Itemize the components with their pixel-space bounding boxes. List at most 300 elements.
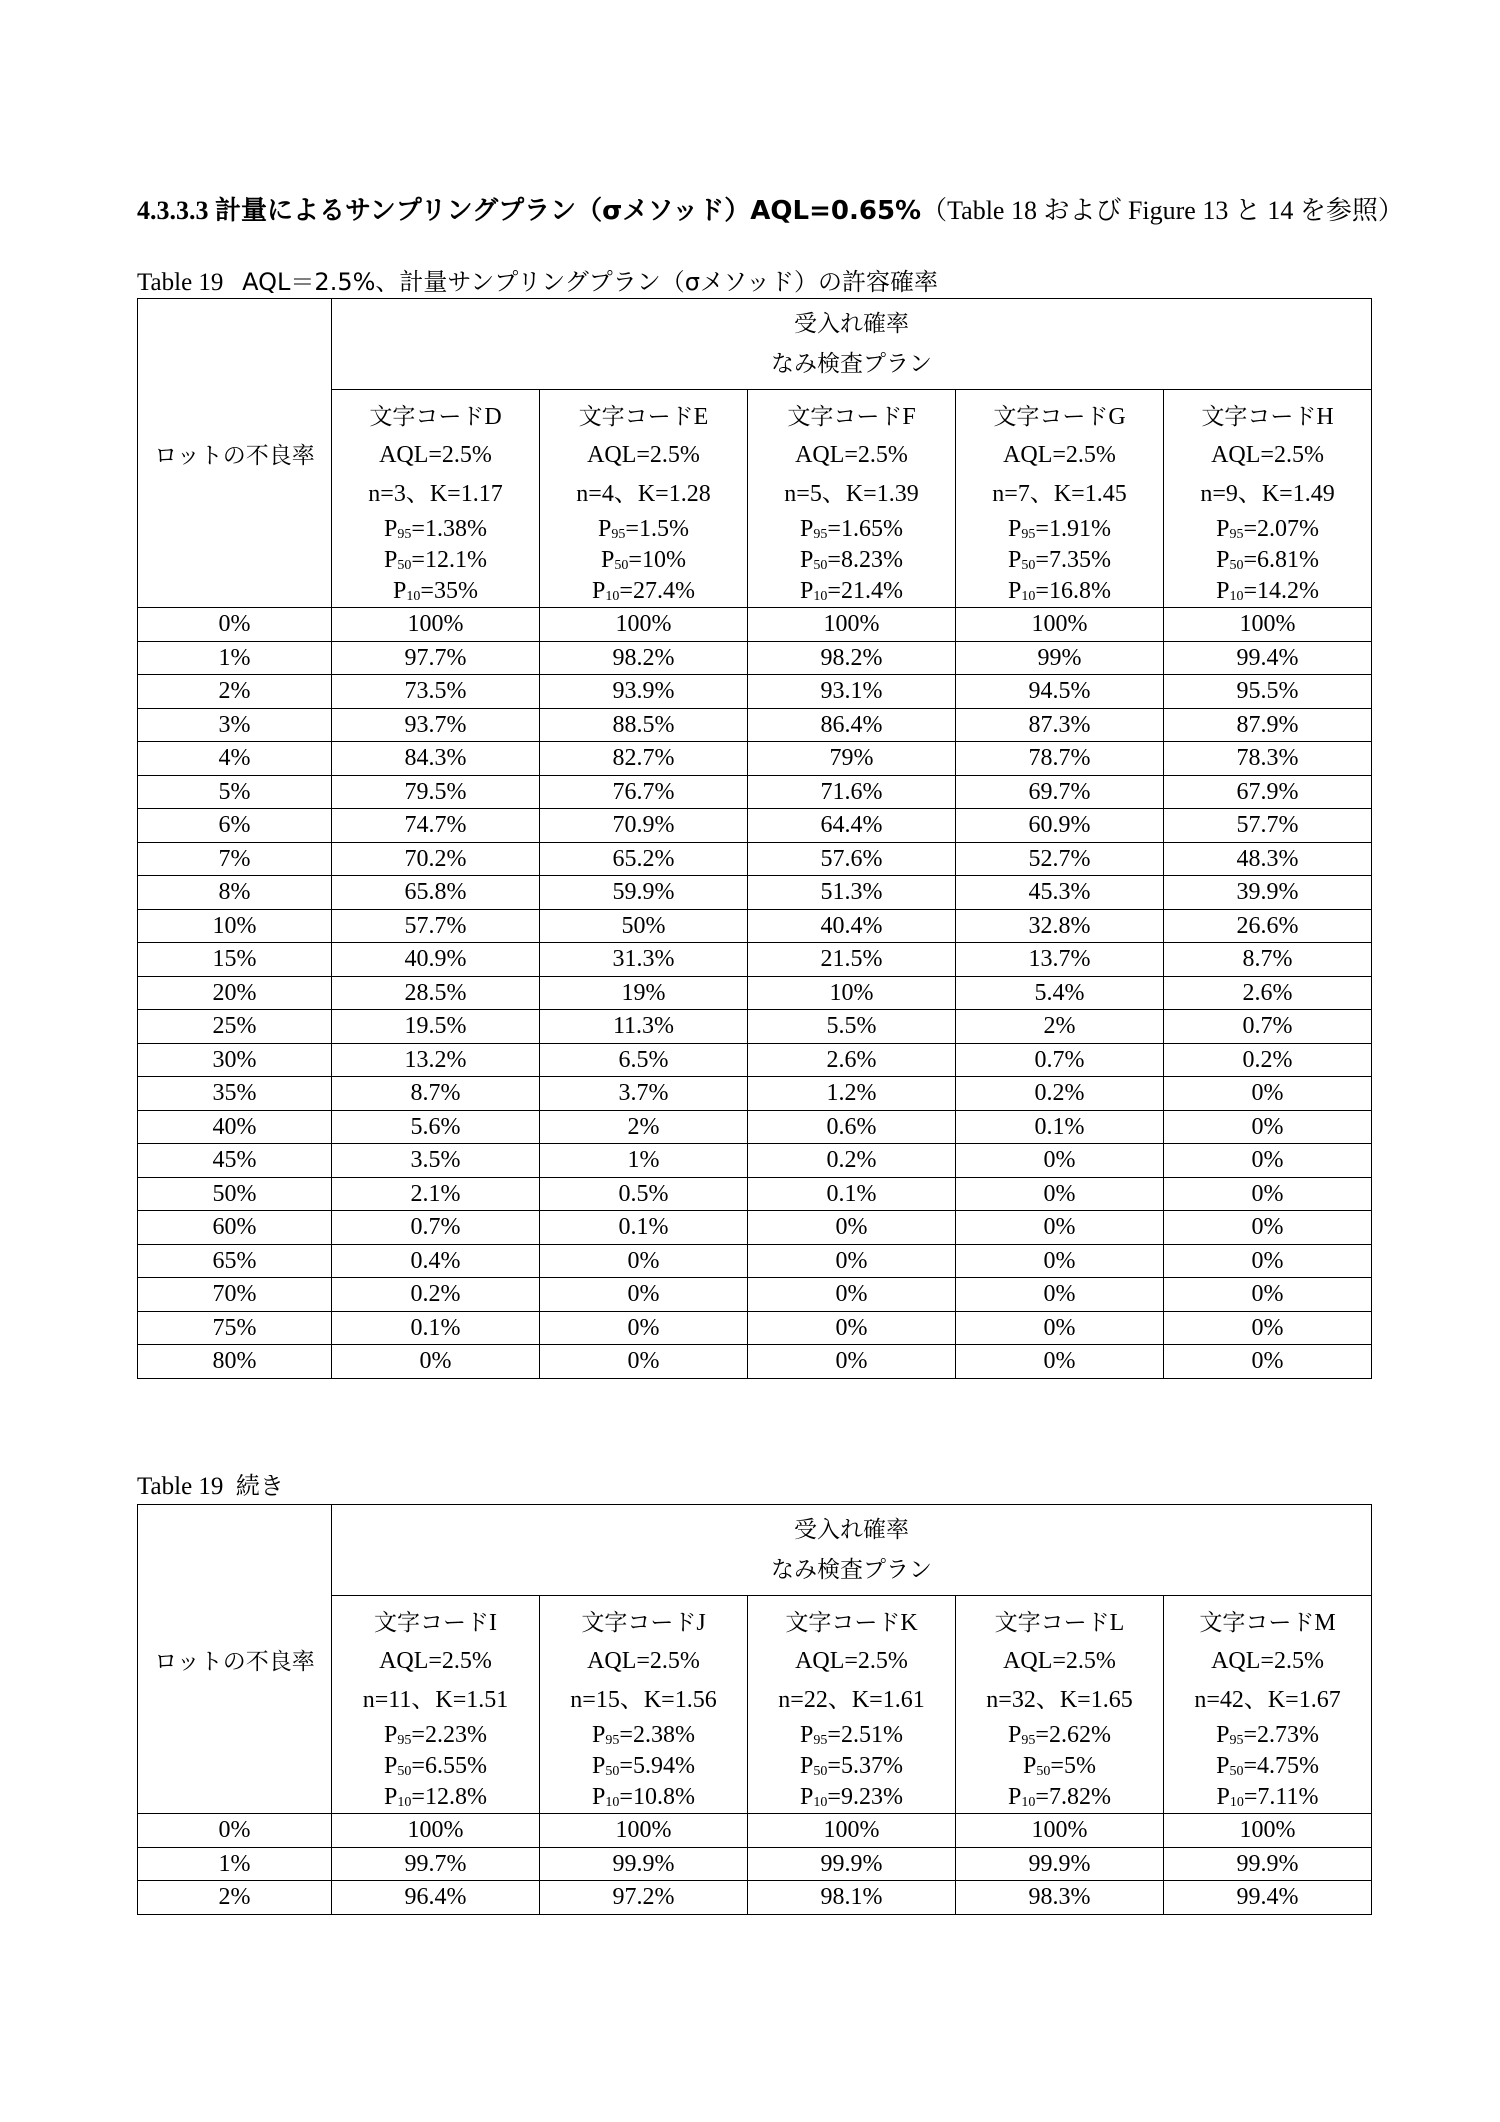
acceptance-probability-cell: 0% bbox=[748, 1211, 956, 1245]
p10-line: $P_{10}=12.8\%$ bbox=[384, 1784, 487, 1810]
table-row bbox=[138, 1110, 1372, 1144]
acceptance-probability-cell: 0% bbox=[540, 1278, 748, 1312]
code-letter: F bbox=[902, 404, 916, 430]
acceptance-probability-cell: 45.3% bbox=[956, 876, 1164, 910]
acceptance-probability-cell: 5.4% bbox=[956, 976, 1164, 1010]
acceptance-probability-cell: 70.2% bbox=[332, 842, 540, 876]
acceptance-probability-cell: 0% bbox=[1164, 1110, 1372, 1144]
n-k-line: n=3、K=1.17 bbox=[368, 481, 503, 507]
acceptance-probability-cell: 0.2% bbox=[748, 1144, 956, 1178]
n-k-line: n=5、K=1.39 bbox=[784, 481, 919, 507]
acceptance-probability-cell: 2% bbox=[540, 1110, 748, 1144]
acceptance-probability-cell: 96.4% bbox=[332, 1881, 540, 1915]
code-column-header bbox=[1164, 1596, 1372, 1814]
acceptance-probability-cell: 99.9% bbox=[540, 1847, 748, 1881]
acceptance-probability-cell: 60.9% bbox=[956, 809, 1164, 843]
code-label bbox=[332, 1604, 539, 1642]
table-row bbox=[138, 708, 1372, 742]
code-label bbox=[332, 398, 539, 436]
acceptance-probability-cell: 64.4% bbox=[748, 809, 956, 843]
n-k-line: n=22、K=1.61 bbox=[778, 1687, 925, 1713]
acceptance-probability-cell: 52.7% bbox=[956, 842, 1164, 876]
acceptance-probability-cell: 0% bbox=[1164, 1278, 1372, 1312]
p10-value: =9.23% bbox=[827, 1784, 903, 1810]
acceptance-probability-cell: 0.2% bbox=[956, 1077, 1164, 1111]
acceptance-probability-cell: 0% bbox=[1164, 1077, 1372, 1111]
acceptance-probability-cell: 0.2% bbox=[1164, 1043, 1372, 1077]
acceptance-probability-cell: 57.6% bbox=[748, 842, 956, 876]
code-letter: J bbox=[696, 1610, 706, 1636]
p95-value: =1.65% bbox=[827, 516, 903, 542]
section-number: 4.3.3.3 bbox=[137, 196, 209, 225]
defect-rate-cell: 80% bbox=[138, 1345, 332, 1379]
table1 bbox=[137, 298, 1372, 1379]
acceptance-probability-cell: 13.2% bbox=[332, 1043, 540, 1077]
acceptance-probability-cell: 57.7% bbox=[1164, 809, 1372, 843]
acceptance-probability-cell: 100% bbox=[332, 1814, 540, 1848]
acceptance-probability-cell: 79% bbox=[748, 742, 956, 776]
table-row bbox=[138, 1043, 1372, 1077]
acceptance-probability-cell: 0% bbox=[748, 1244, 956, 1278]
acceptance-probability-cell: 93.7% bbox=[332, 708, 540, 742]
code-letter: K bbox=[900, 1610, 918, 1636]
p50-line: $P_{50}=6.81\%$ bbox=[1216, 547, 1319, 573]
acceptance-probability-cell: 95.5% bbox=[1164, 675, 1372, 709]
acceptance-probability-cell: 21.5% bbox=[748, 943, 956, 977]
p50-value: =5% bbox=[1050, 1753, 1096, 1779]
p50-line: $P_{50}=5\%$ bbox=[1023, 1753, 1096, 1779]
table-row bbox=[138, 842, 1372, 876]
code-label bbox=[1164, 1604, 1371, 1642]
table-row bbox=[138, 1847, 1372, 1881]
p95-line: $P_{95}=2.07\%$ bbox=[1216, 516, 1319, 542]
acceptance-probability-cell: 0% bbox=[956, 1144, 1164, 1178]
p95-line: $P_{95}=2.38\%$ bbox=[592, 1722, 695, 1748]
p10-line: $P_{10}=16.8\%$ bbox=[1008, 578, 1111, 604]
acceptance-probability-cell: 0% bbox=[956, 1177, 1164, 1211]
n-k-line: n=11、K=1.51 bbox=[362, 1687, 509, 1713]
table1-caption-text: AQL＝2.5%、計量サンプリングプラン（σメソッド）の許容確率 bbox=[242, 268, 939, 296]
table-row bbox=[138, 1177, 1372, 1211]
aql-line: AQL=2.5% bbox=[587, 1648, 700, 1674]
p50-line: $P_{50}=8.23\%$ bbox=[800, 547, 903, 573]
acceptance-probability-cell: 3.5% bbox=[332, 1144, 540, 1178]
acceptance-probability-cell: 94.5% bbox=[956, 675, 1164, 709]
acceptance-probability-cell: 84.3% bbox=[332, 742, 540, 776]
table-row bbox=[138, 1010, 1372, 1044]
table1-caption-prefix: Table 19 bbox=[137, 269, 224, 296]
table2-caption bbox=[137, 1466, 284, 1501]
acceptance-probability-cell: 2% bbox=[956, 1010, 1164, 1044]
acceptance-probability-cell: 78.3% bbox=[1164, 742, 1372, 776]
code-jp: 文字コード bbox=[787, 404, 903, 430]
acceptance-probability-cell: 39.9% bbox=[1164, 876, 1372, 910]
table-row bbox=[138, 1144, 1372, 1178]
aql-line: AQL=2.5% bbox=[795, 442, 908, 468]
code-jp: 文字コード bbox=[785, 1610, 901, 1636]
acceptance-probability-cell: 26.6% bbox=[1164, 909, 1372, 943]
table-row bbox=[138, 1881, 1372, 1915]
acceptance-probability-cell: 0.1% bbox=[332, 1311, 540, 1345]
code-letter: G bbox=[1108, 404, 1126, 430]
acceptance-probability-cell: 100% bbox=[540, 1814, 748, 1848]
acceptance-probability-cell: 0% bbox=[956, 1311, 1164, 1345]
acceptance-probability-cell: 0.2% bbox=[332, 1278, 540, 1312]
n-k-line: n=9、K=1.49 bbox=[1200, 481, 1335, 507]
code-label bbox=[956, 1604, 1163, 1642]
defect-rate-cell: 15% bbox=[138, 943, 332, 977]
acceptance-probability-cell: 99.7% bbox=[332, 1847, 540, 1881]
p10-value: =35% bbox=[420, 578, 478, 604]
acceptance-probability-cell: 82.7% bbox=[540, 742, 748, 776]
acceptance-probability-cell: 99.9% bbox=[956, 1847, 1164, 1881]
p95-value: =1.5% bbox=[625, 516, 689, 542]
p50-value: =8.23% bbox=[827, 547, 903, 573]
aql-line: AQL=2.5% bbox=[1211, 442, 1324, 468]
acceptance-probability-cell: 0% bbox=[1164, 1144, 1372, 1178]
table-row bbox=[138, 809, 1372, 843]
acceptance-probability-cell: 0.5% bbox=[540, 1177, 748, 1211]
acceptance-probability-cell: 31.3% bbox=[540, 943, 748, 977]
acceptance-probability-cell: 0% bbox=[540, 1311, 748, 1345]
acceptance-probability-cell: 100% bbox=[332, 608, 540, 642]
code-letter: H bbox=[1316, 404, 1334, 430]
aql-line: AQL=2.5% bbox=[795, 1648, 908, 1674]
code-column-header bbox=[956, 390, 1164, 608]
acceptance-title: 受入れ確率 bbox=[794, 311, 910, 337]
code-jp: 文字コード bbox=[1199, 1610, 1315, 1636]
table-row bbox=[138, 608, 1372, 642]
acceptance-probability-cell: 8.7% bbox=[332, 1077, 540, 1111]
p10-value: =14.2% bbox=[1243, 578, 1319, 604]
defect-rate-cell: 25% bbox=[138, 1010, 332, 1044]
defect-rate-cell: 1% bbox=[138, 1847, 332, 1881]
acceptance-probability-cell: 19.5% bbox=[332, 1010, 540, 1044]
code-jp: 文字コード bbox=[578, 404, 694, 430]
defect-rate-cell: 0% bbox=[138, 608, 332, 642]
code-column-header bbox=[540, 1596, 748, 1814]
table-row bbox=[138, 1278, 1372, 1312]
defect-rate-cell: 60% bbox=[138, 1211, 332, 1245]
acceptance-probability-header bbox=[332, 299, 1372, 390]
p10-line: $P_{10}=35\%$ bbox=[393, 578, 478, 604]
defect-rate-cell: 50% bbox=[138, 1177, 332, 1211]
aql-line: AQL=2.5% bbox=[1003, 1648, 1116, 1674]
p10-line: $P_{10}=14.2\%$ bbox=[1216, 578, 1319, 604]
acceptance-probability-cell: 0% bbox=[748, 1278, 956, 1312]
acceptance-probability-cell: 57.7% bbox=[332, 909, 540, 943]
acceptance-probability-cell: 67.9% bbox=[1164, 775, 1372, 809]
p95-value: =1.91% bbox=[1035, 516, 1111, 542]
code-label bbox=[956, 398, 1163, 436]
code-letter: I bbox=[489, 1610, 497, 1636]
acceptance-probability-cell: 97.2% bbox=[540, 1881, 748, 1915]
acceptance-probability-cell: 32.8% bbox=[956, 909, 1164, 943]
aql-line: AQL=2.5% bbox=[379, 442, 492, 468]
aql-line: AQL=2.5% bbox=[1003, 442, 1116, 468]
table-row bbox=[138, 943, 1372, 977]
p50-line: $P_{50}=12.1\%$ bbox=[384, 547, 487, 573]
acceptance-probability-cell: 0% bbox=[1164, 1311, 1372, 1345]
acceptance-probability-cell: 99.4% bbox=[1164, 1881, 1372, 1915]
acceptance-probability-cell: 99.4% bbox=[1164, 641, 1372, 675]
table-row bbox=[138, 1814, 1372, 1848]
code-label bbox=[540, 1604, 747, 1642]
defect-rate-cell: 2% bbox=[138, 675, 332, 709]
table-row bbox=[138, 675, 1372, 709]
p50-line: $P_{50}=10\%$ bbox=[601, 547, 686, 573]
table-row bbox=[138, 1211, 1372, 1245]
n-k-line: n=42、K=1.67 bbox=[1194, 1687, 1341, 1713]
p10-value: =21.4% bbox=[827, 578, 903, 604]
acceptance-probability-cell: 19% bbox=[540, 976, 748, 1010]
defect-rate-cell: 5% bbox=[138, 775, 332, 809]
acceptance-probability-cell: 3.7% bbox=[540, 1077, 748, 1111]
acceptance-probability-cell: 65.2% bbox=[540, 842, 748, 876]
acceptance-probability-cell: 10% bbox=[748, 976, 956, 1010]
section-title: 計量によるサンプリングプラン（σメソッド）AQL=0.65% bbox=[215, 196, 922, 226]
p95-line: $P_{95}=2.62\%$ bbox=[1008, 1722, 1111, 1748]
acceptance-probability-cell: 0.7% bbox=[1164, 1010, 1372, 1044]
section-heading bbox=[137, 190, 1404, 227]
table-row bbox=[138, 1345, 1372, 1379]
code-jp: 文字コード bbox=[369, 404, 485, 430]
acceptance-probability-cell: 98.2% bbox=[540, 641, 748, 675]
acceptance-probability-cell: 87.3% bbox=[956, 708, 1164, 742]
acceptance-probability-cell: 6.5% bbox=[540, 1043, 748, 1077]
code-letter: E bbox=[693, 404, 709, 430]
code-label bbox=[748, 398, 955, 436]
acceptance-probability-cell: 93.1% bbox=[748, 675, 956, 709]
acceptance-probability-cell: 0.1% bbox=[540, 1211, 748, 1245]
code-label bbox=[540, 398, 747, 436]
acceptance-probability-cell: 71.6% bbox=[748, 775, 956, 809]
aql-line: AQL=2.5% bbox=[379, 1648, 492, 1674]
acceptance-probability-cell: 1.2% bbox=[748, 1077, 956, 1111]
p95-value: =2.07% bbox=[1243, 516, 1319, 542]
acceptance-probability-cell: 0.7% bbox=[956, 1043, 1164, 1077]
p10-value: =27.4% bbox=[619, 578, 695, 604]
p95-value: =1.38% bbox=[411, 516, 487, 542]
table-row bbox=[138, 976, 1372, 1010]
defect-rate-cell: 35% bbox=[138, 1077, 332, 1111]
defect-rate-cell: 40% bbox=[138, 1110, 332, 1144]
acceptance-probability-cell: 87.9% bbox=[1164, 708, 1372, 742]
code-column-header bbox=[332, 1596, 540, 1814]
table-row bbox=[138, 1311, 1372, 1345]
row-header-lot-defect-rate: ロットの不良率 bbox=[138, 1505, 332, 1814]
p50-line: $P_{50}=4.75\%$ bbox=[1216, 1753, 1319, 1779]
acceptance-probability-cell: 78.7% bbox=[956, 742, 1164, 776]
acceptance-probability-cell: 51.3% bbox=[748, 876, 956, 910]
defect-rate-cell: 45% bbox=[138, 1144, 332, 1178]
acceptance-probability-cell: 59.9% bbox=[540, 876, 748, 910]
acceptance-probability-header bbox=[332, 1505, 1372, 1596]
acceptance-probability-cell: 100% bbox=[748, 1814, 956, 1848]
p95-value: =2.38% bbox=[619, 1722, 695, 1748]
p10-value: =16.8% bbox=[1035, 578, 1111, 604]
p50-value: =6.55% bbox=[411, 1753, 487, 1779]
n-k-line: n=32、K=1.65 bbox=[986, 1687, 1133, 1713]
code-label bbox=[748, 1604, 955, 1642]
acceptance-probability-cell: 11.3% bbox=[540, 1010, 748, 1044]
p10-line: $P_{10}=7.82\%$ bbox=[1008, 1784, 1111, 1810]
defect-rate-cell: 6% bbox=[138, 809, 332, 843]
defect-rate-cell: 10% bbox=[138, 909, 332, 943]
p10-value: =10.8% bbox=[619, 1784, 695, 1810]
defect-rate-cell: 0% bbox=[138, 1814, 332, 1848]
defect-rate-cell: 3% bbox=[138, 708, 332, 742]
code-column-header bbox=[1164, 390, 1372, 608]
acceptance-probability-cell: 99.9% bbox=[1164, 1847, 1372, 1881]
defect-rate-cell: 65% bbox=[138, 1244, 332, 1278]
code-label bbox=[1164, 398, 1371, 436]
p95-line: $P_{95}=1.65\%$ bbox=[800, 516, 903, 542]
code-letter: L bbox=[1109, 1610, 1125, 1636]
table-row bbox=[138, 1077, 1372, 1111]
p50-value: =7.35% bbox=[1035, 547, 1111, 573]
table2-caption-text: 続き bbox=[235, 1472, 284, 1500]
p10-line: $P_{10}=10.8\%$ bbox=[592, 1784, 695, 1810]
p95-line: $P_{95}=1.38\%$ bbox=[384, 516, 487, 542]
p95-line: $P_{95}=1.5\%$ bbox=[598, 516, 689, 542]
table-row bbox=[138, 742, 1372, 776]
p50-line: $P_{50}=5.37\%$ bbox=[800, 1753, 903, 1779]
p95-value: =2.62% bbox=[1035, 1722, 1111, 1748]
acceptance-probability-cell: 0% bbox=[1164, 1345, 1372, 1379]
table2-caption-prefix: Table 19 bbox=[137, 1473, 224, 1500]
p10-line: $P_{10}=7.11\%$ bbox=[1216, 1784, 1319, 1810]
code-column-header bbox=[748, 1596, 956, 1814]
acceptance-probability-cell: 0% bbox=[956, 1244, 1164, 1278]
acceptance-probability-cell: 28.5% bbox=[332, 976, 540, 1010]
code-column-header bbox=[540, 390, 748, 608]
defect-rate-cell: 20% bbox=[138, 976, 332, 1010]
acceptance-probability-cell: 0% bbox=[748, 1311, 956, 1345]
table1-caption bbox=[137, 262, 938, 297]
defect-rate-cell: 70% bbox=[138, 1278, 332, 1312]
p95-line: $P_{95}=2.73\%$ bbox=[1216, 1722, 1319, 1748]
acceptance-probability-cell: 69.7% bbox=[956, 775, 1164, 809]
table-row bbox=[138, 641, 1372, 675]
p95-line: $P_{95}=2.23\%$ bbox=[384, 1722, 487, 1748]
acceptance-probability-cell: 5.6% bbox=[332, 1110, 540, 1144]
table-row bbox=[138, 775, 1372, 809]
p50-value: =12.1% bbox=[411, 547, 487, 573]
p95-value: =2.23% bbox=[411, 1722, 487, 1748]
acceptance-probability-cell: 100% bbox=[1164, 1814, 1372, 1848]
defect-rate-cell: 2% bbox=[138, 1881, 332, 1915]
p50-value: =10% bbox=[628, 547, 686, 573]
acceptance-probability-cell: 48.3% bbox=[1164, 842, 1372, 876]
code-column-header bbox=[956, 1596, 1164, 1814]
table-row bbox=[138, 1244, 1372, 1278]
acceptance-probability-cell: 74.7% bbox=[332, 809, 540, 843]
p50-value: =4.75% bbox=[1243, 1753, 1319, 1779]
defect-rate-cell: 4% bbox=[138, 742, 332, 776]
p50-line: $P_{50}=5.94\%$ bbox=[592, 1753, 695, 1779]
acceptance-probability-cell: 13.7% bbox=[956, 943, 1164, 977]
acceptance-probability-cell: 93.9% bbox=[540, 675, 748, 709]
row-header-lot-defect-rate: ロットの不良率 bbox=[138, 299, 332, 608]
acceptance-probability-cell: 86.4% bbox=[748, 708, 956, 742]
p50-line: $P_{50}=6.55\%$ bbox=[384, 1753, 487, 1779]
acceptance-probability-cell: 70.9% bbox=[540, 809, 748, 843]
table-row bbox=[138, 909, 1372, 943]
p10-line: $P_{10}=21.4\%$ bbox=[800, 578, 903, 604]
p10-value: =7.82% bbox=[1035, 1784, 1111, 1810]
acceptance-probability-cell: 98.1% bbox=[748, 1881, 956, 1915]
acceptance-probability-cell: 0.6% bbox=[748, 1110, 956, 1144]
p50-line: $P_{50}=7.35\%$ bbox=[1008, 547, 1111, 573]
acceptance-probability-cell: 65.8% bbox=[332, 876, 540, 910]
p95-line: $P_{95}=1.91\%$ bbox=[1008, 516, 1111, 542]
n-k-line: n=7、K=1.45 bbox=[992, 481, 1127, 507]
acceptance-probability-cell: 100% bbox=[1164, 608, 1372, 642]
plan-title: なみ検査プラン bbox=[771, 351, 933, 377]
table-row bbox=[138, 876, 1372, 910]
acceptance-probability-cell: 100% bbox=[540, 608, 748, 642]
acceptance-probability-cell: 98.3% bbox=[956, 1881, 1164, 1915]
section-reference: （Table 18 および Figure 13 と 14 を参照） bbox=[921, 196, 1404, 225]
p10-line: $P_{10}=9.23\%$ bbox=[800, 1784, 903, 1810]
code-jp: 文字コード bbox=[374, 1610, 489, 1636]
defect-rate-cell: 8% bbox=[138, 876, 332, 910]
code-letter: M bbox=[1314, 1610, 1336, 1636]
acceptance-probability-cell: 99% bbox=[956, 641, 1164, 675]
acceptance-probability-cell: 88.5% bbox=[540, 708, 748, 742]
acceptance-probability-cell: 0% bbox=[1164, 1244, 1372, 1278]
acceptance-probability-cell: 50% bbox=[540, 909, 748, 943]
acceptance-probability-cell: 2.1% bbox=[332, 1177, 540, 1211]
acceptance-probability-cell: 98.2% bbox=[748, 641, 956, 675]
acceptance-title: 受入れ確率 bbox=[794, 1517, 910, 1543]
aql-line: AQL=2.5% bbox=[1211, 1648, 1324, 1674]
defect-rate-cell: 75% bbox=[138, 1311, 332, 1345]
p50-value: =5.94% bbox=[619, 1753, 695, 1779]
code-jp: 文字コード bbox=[1201, 404, 1317, 430]
p10-value: =12.8% bbox=[411, 1784, 487, 1810]
acceptance-probability-cell: 99.9% bbox=[748, 1847, 956, 1881]
acceptance-probability-cell: 100% bbox=[956, 1814, 1164, 1848]
acceptance-probability-cell: 0% bbox=[540, 1244, 748, 1278]
acceptance-probability-cell: 79.5% bbox=[332, 775, 540, 809]
defect-rate-cell: 1% bbox=[138, 641, 332, 675]
n-k-line: n=4、K=1.28 bbox=[576, 481, 711, 507]
defect-rate-cell: 7% bbox=[138, 842, 332, 876]
acceptance-probability-cell: 0% bbox=[956, 1345, 1164, 1379]
acceptance-probability-cell: 40.4% bbox=[748, 909, 956, 943]
acceptance-probability-cell: 0% bbox=[1164, 1211, 1372, 1245]
p50-value: =5.37% bbox=[827, 1753, 903, 1779]
acceptance-probability-cell: 2.6% bbox=[748, 1043, 956, 1077]
acceptance-probability-cell: 0.1% bbox=[748, 1177, 956, 1211]
code-jp: 文字コード bbox=[993, 404, 1109, 430]
acceptance-probability-cell: 0.1% bbox=[956, 1110, 1164, 1144]
acceptance-probability-cell: 0% bbox=[956, 1211, 1164, 1245]
acceptance-probability-cell: 40.9% bbox=[332, 943, 540, 977]
code-jp: 文字コード bbox=[994, 1610, 1110, 1636]
acceptance-probability-cell: 2.6% bbox=[1164, 976, 1372, 1010]
defect-rate-cell: 30% bbox=[138, 1043, 332, 1077]
acceptance-probability-cell: 5.5% bbox=[748, 1010, 956, 1044]
p10-value: =7.11% bbox=[1243, 1784, 1319, 1810]
acceptance-probability-cell: 100% bbox=[956, 608, 1164, 642]
acceptance-probability-cell: 8.7% bbox=[1164, 943, 1372, 977]
code-column-header bbox=[748, 390, 956, 608]
aql-line: AQL=2.5% bbox=[587, 442, 700, 468]
table2 bbox=[137, 1504, 1372, 1915]
